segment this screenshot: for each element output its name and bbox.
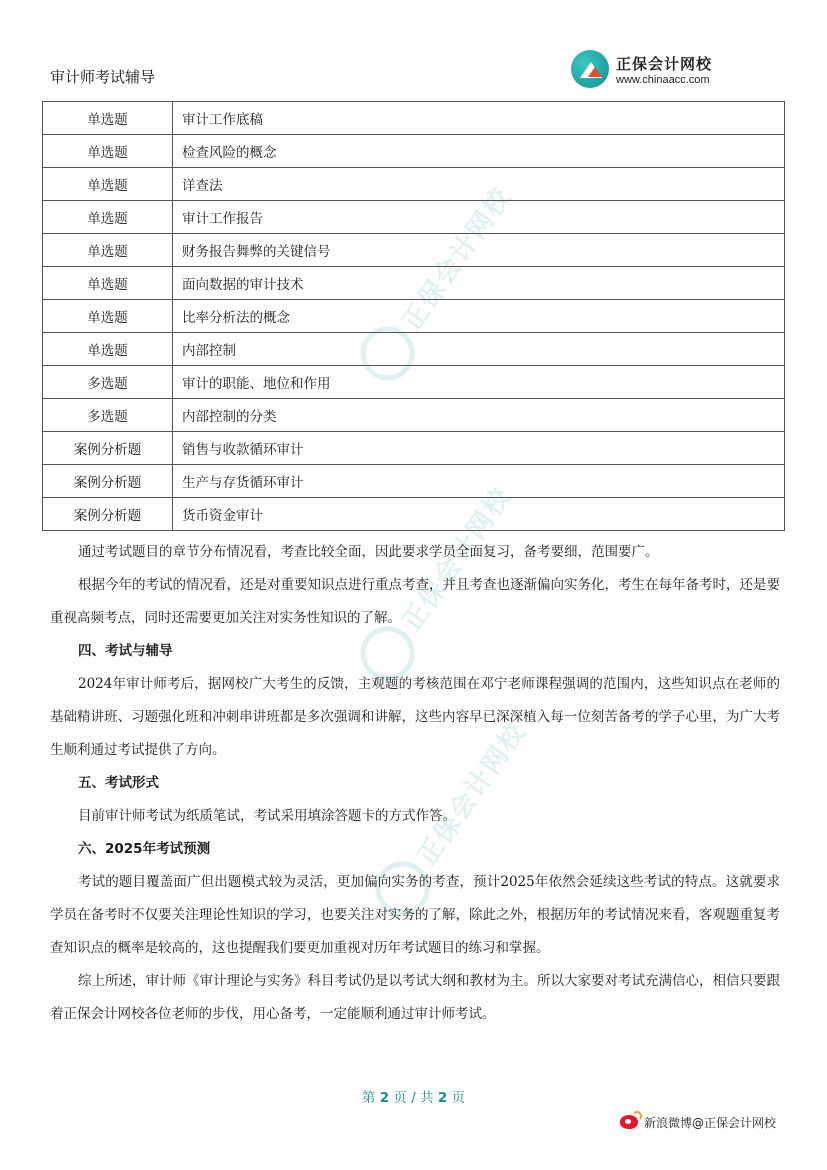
topic-table (42, 101, 785, 531)
question-type-cell: 案例分析题 (43, 498, 173, 531)
table-row (43, 300, 785, 333)
question-type-cell: 单选题 (43, 234, 173, 267)
table-row (43, 465, 785, 498)
chapter-cell: 审计的职能、地位和作用 (173, 366, 785, 399)
chapter-cell: 比率分析法的概念 (173, 300, 785, 333)
weibo-icon (620, 1115, 638, 1129)
chapter-cell: 销售与收款循环审计 (173, 432, 785, 465)
question-type-cell: 案例分析题 (43, 432, 173, 465)
header-title: 审计师考试辅导 (50, 68, 156, 86)
watermark: 正保会计网校 (350, 173, 525, 391)
table-row (43, 201, 785, 234)
chinaacc-logo (571, 50, 731, 92)
total-pages: 2 (437, 1090, 448, 1106)
paragraph: 通过考试题目的章节分布情况看，考查比较全面，因此要求学员全面复习，备考要细，范围要广。 (78, 544, 659, 560)
paragraph: 2024年审计师考后，据网校广大考生的反馈，主观题的考核范围在邓宁老师课程强调的范围内，这些知识点在老师的基础精讲班、习题强化班和冲刺串讲班都是多次强调和讲解，这些内容早已深深植入每一位刻苦备考的学子心里，为广大考生顺利通过考试提供了方向。 (50, 676, 780, 758)
table-row (43, 168, 785, 201)
section-heading: 五、考试形式 (78, 775, 159, 791)
question-type-cell: 单选题 (43, 102, 173, 135)
table-row (43, 234, 785, 267)
watermark: 正保会计网校 (350, 473, 525, 691)
paragraph: 目前审计师考试为纸质笔试，考试采用填涂答题卡的方式作答。 (78, 808, 456, 824)
question-type-cell: 单选题 (43, 135, 173, 168)
question-type-cell: 单选题 (43, 300, 173, 333)
weibo-text: 新浪微博@正保会计网校 (644, 1115, 777, 1130)
question-type-cell: 单选题 (43, 333, 173, 366)
chapter-cell: 内部控制的分类 (173, 399, 785, 432)
table-row (43, 366, 785, 399)
chapter-cell: 审计工作底稿 (173, 102, 785, 135)
question-type-cell: 单选题 (43, 201, 173, 234)
paragraph: 考试的题目覆盖面广但出题模式较为灵活，更加偏向实务的考查，预计2025年依然会延续这些考试的特点。这就要求学员在备考时不仅要关注理论性知识的学习，也要关注对实务的了解，除此之外，根据历年的考试情况来看，客观题重复考查知识点的概率是较高的，这也提醒我们要更加重视对历年考试题目的练习和掌握。 (50, 874, 780, 956)
logo-name: 正保会计网校 (616, 55, 713, 73)
table-row (43, 399, 785, 432)
table-row (43, 498, 785, 531)
table-row (43, 102, 785, 135)
paragraph: 根据今年的考试的情况看，还是对重要知识点进行重点考查，并且考查也逐渐偏向实务化，考生在每年备考时，还是要重视高频考点，同时还需要更加关注对实务性知识的了解。 (50, 577, 780, 626)
chapter-cell: 详查法 (173, 168, 785, 201)
chapter-cell: 检查风险的概念 (173, 135, 785, 168)
question-type-cell: 多选题 (43, 366, 173, 399)
question-type-cell: 案例分析题 (43, 465, 173, 498)
chapter-cell: 货币资金审计 (173, 498, 785, 531)
page-number: 第 2 页 / 共 2 页 (361, 1090, 466, 1106)
table-row (43, 267, 785, 300)
question-type-cell: 单选题 (43, 267, 173, 300)
logo-emblem-icon (571, 50, 609, 88)
paragraph: 综上所述，审计师《审计理论与实务》科目考试仍是以考试大纲和教材为主。所以大家要对考试充满信心，相信只要跟着正保会计网校各位老师的步伐，用心备考，一定能顺利通过审计师考试。 (50, 973, 780, 1022)
chapter-cell: 内部控制 (173, 333, 785, 366)
table-row (43, 135, 785, 168)
section-heading: 六、2025年考试预测 (78, 841, 211, 857)
question-type-cell: 多选题 (43, 399, 173, 432)
question-type-cell: 单选题 (43, 168, 173, 201)
chapter-cell: 面向数据的审计技术 (173, 267, 785, 300)
chapter-cell: 审计工作报告 (173, 201, 785, 234)
article-body (50, 536, 780, 1031)
logo-url: www.chinaacc.com (616, 74, 710, 86)
section-heading: 四、考试与辅导 (78, 643, 173, 659)
table-row (43, 333, 785, 366)
chapter-cell: 财务报告舞弊的关键信号 (173, 234, 785, 267)
table-row (43, 432, 785, 465)
watermark: 正保会计网校 (365, 708, 540, 926)
chapter-cell: 生产与存货循环审计 (173, 465, 785, 498)
current-page: 2 (379, 1090, 390, 1106)
weibo-credit (620, 1112, 776, 1132)
